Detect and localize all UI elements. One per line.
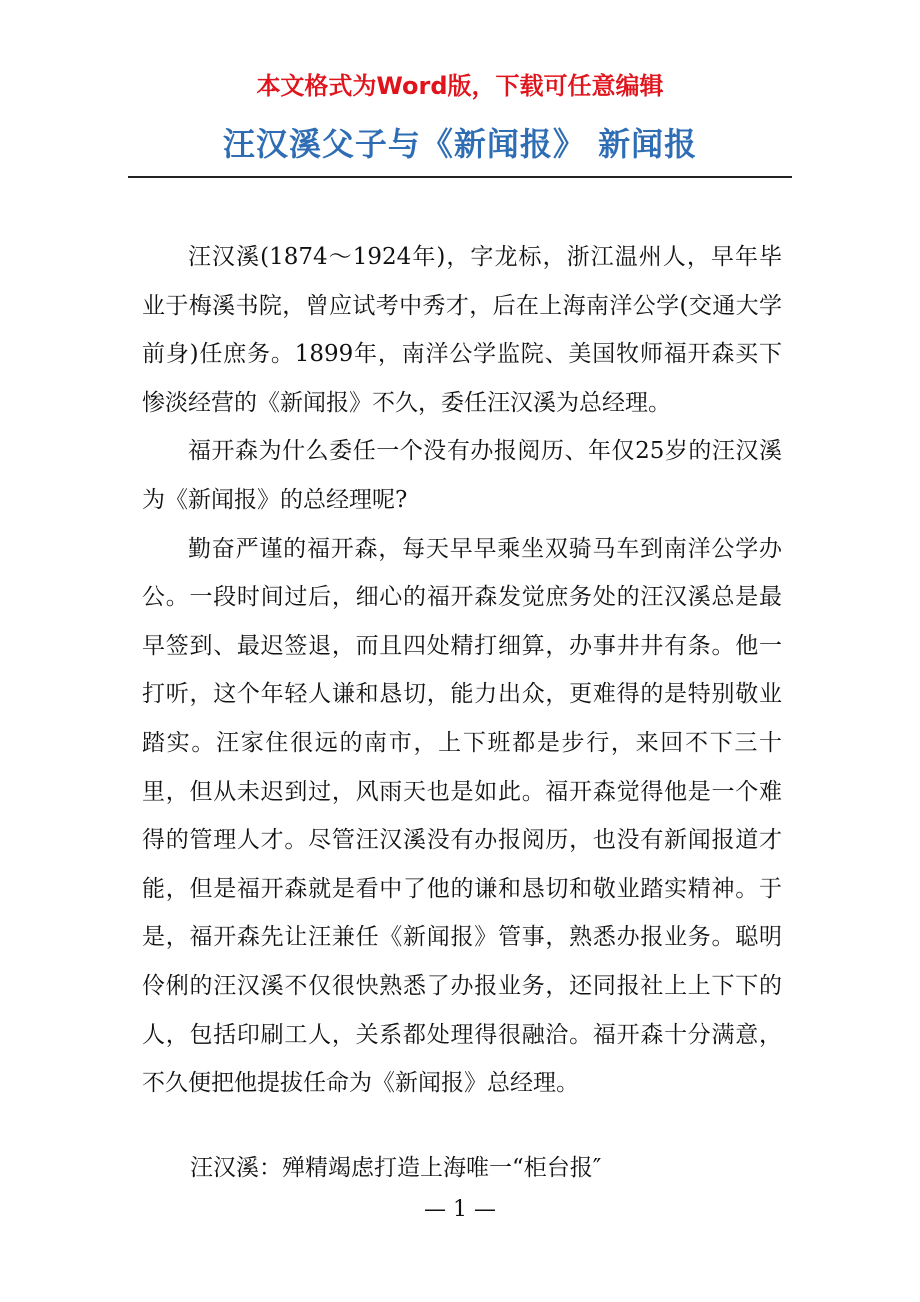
article-body: [142, 233, 782, 1108]
title-divider: [128, 176, 792, 178]
download-notice: 本文格式为Word版，下载可任意编辑: [256, 72, 664, 100]
article-title: 汪汉溪父子与《新闻报》 新闻报: [222, 125, 698, 163]
paragraph-3: 勤奋严谨的福开森，每天早早乘坐双骑马车到南洋公学办公。一段时间过后，细心的福开森发觉庶务处的汪汉溪总是最早签到、最迟签退，而且四处精打细算，办事井井有条。他一打听，这个年轻人谦和恳切，能力出众，更难得的是特别敬业踏实。汪家住很远的南市，上下班都是步行，来回不下三十里，但从未迟到过，风雨天也是如此。福开森觉得他是一个难得的管理人才。尽管汪汉溪没有办报阅历，也没有新闻报道才能，但是福开森就是看中了他的谦和恳切和敬业踏实精神。于是，福开森先让汪兼任《新闻报》管事，熟悉办报业务。聪明伶俐的汪汉溪不仅很快熟悉了办报业务，还同报社上上下下的人，包括印刷工人，关系都处理得很融洽。福开森十分满意，不久便把他提拔任命为《新闻报》总经理。: [142, 535, 782, 1097]
section-subheading: 汪汉溪：殚精竭虑打造上海唯一“柜台报″: [190, 1155, 602, 1181]
page-number: — 1 —: [424, 1197, 496, 1222]
paragraph-2: 福开森为什么委任一个没有办报阅历、年仅25岁的汪汉溪为《新闻报》的总经理呢?: [142, 438, 782, 513]
paragraph-1: 汪汉溪(1874～1924年)，字龙标，浙江温州人，早年毕业于梅溪书院，曾应试考中秀才，后在上海南洋公学(交通大学前身)任庶务。1899年，南洋公学监院、美国牧师福开森买下惨淡经营的《新闻报》不久，委任汪汉溪为总经理。: [142, 244, 782, 416]
